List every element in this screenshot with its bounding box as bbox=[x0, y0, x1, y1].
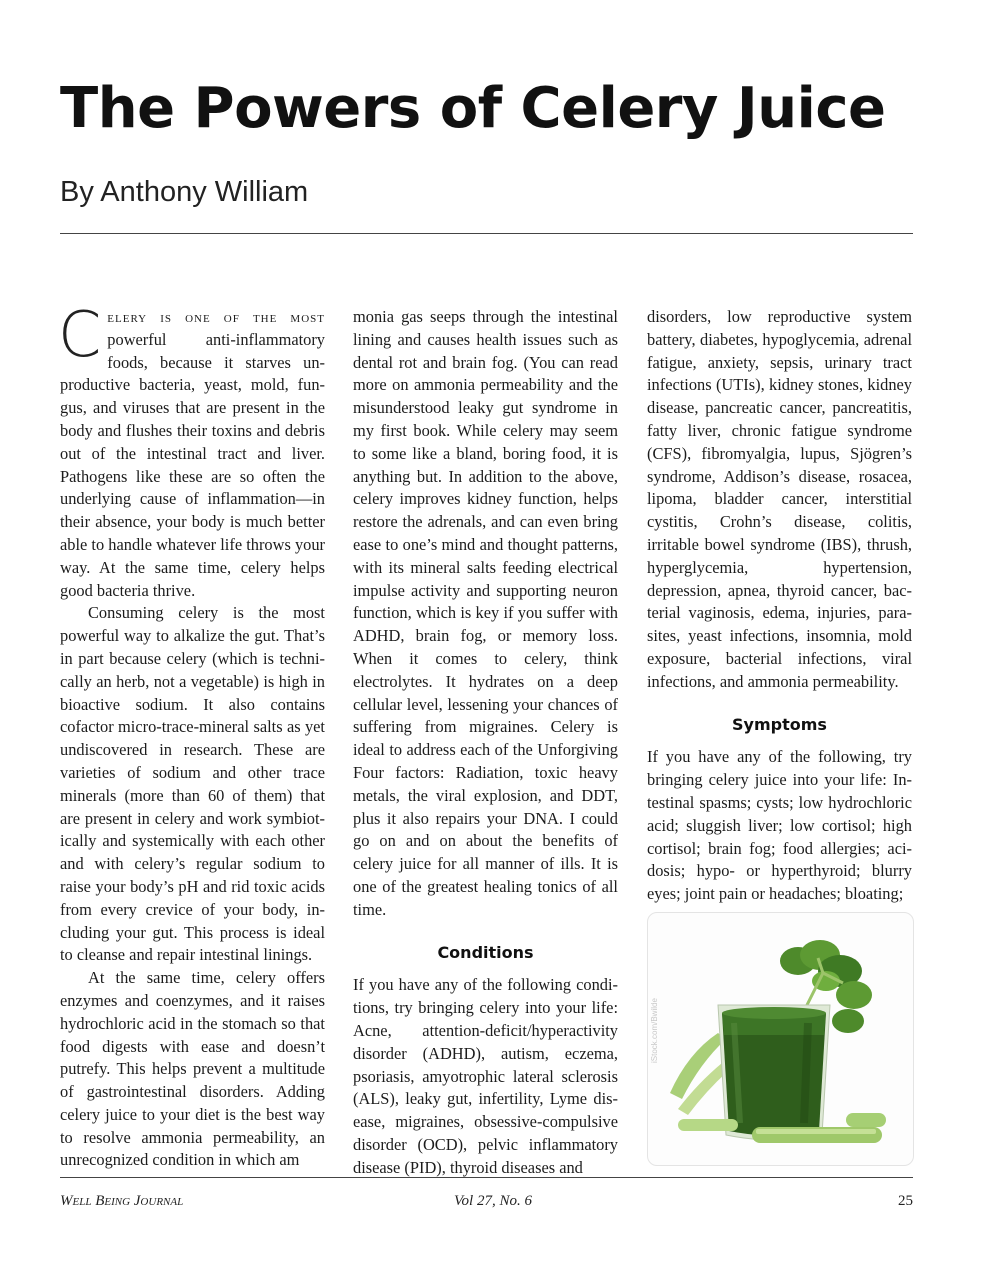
celery-juice-illustration bbox=[648, 913, 913, 1165]
section-heading-symptoms: Symptoms bbox=[732, 714, 827, 734]
column-1 bbox=[58, 298, 325, 1172]
header-divider bbox=[60, 233, 913, 234]
paragraph bbox=[58, 298, 325, 602]
drop-cap: C bbox=[58, 298, 102, 371]
column-2 bbox=[353, 306, 618, 1179]
lead-in-text: elery is one of the most bbox=[107, 307, 325, 326]
publication-name-text: Well Being Journal bbox=[60, 1193, 184, 1209]
paragraph: disorders, low reproductive system battery, diabetes, hypoglycemia, adrenal fatigue, anxiety, sepsis, urinary tract infections (UTIs), kidney stones, kidney disease, pancreatic cancer, pancreatitis, fatty liver, chronic fatigue syndrome (CFS), fibromyalgia, lupus, Sjögren’s syndrome, Addison’s disease, rosacea, lipoma, bladder cancer, interstitial cystitis, Crohn’s disease, colitis, irritable bowel syndrome (IBS), thrush, hyperglycemia, hypertension, depression, apnea, thyroid cancer, bacterial vaginosis, edema, injuries, parasites, yeast infections, insomnia, mold exposure, bacterial infections, viral infections, and ammonia permeability. bbox=[647, 307, 912, 691]
section-heading-conditions: Conditions bbox=[437, 942, 534, 962]
issue-info: Vol 27, No. 6 bbox=[454, 1193, 532, 1209]
article-title: The Powers of Celery Juice bbox=[60, 76, 886, 141]
photo-credit: iStock.com/Bwilde bbox=[650, 998, 659, 1063]
footer-divider bbox=[60, 1177, 913, 1178]
paragraph-text: powerful anti-inflammatory foods, because it starves unproductive bacteria, yeast, mold, fungus, and viruses that are present in the body and flushes their toxins and debris out of the intestinal tract and liver. Pathogens like these are so often the underlying cause of inflammation—in their absence, your body is much better able to handle whatever life throws your way. At the same time, celery helps good bacteria thrive. bbox=[60, 329, 325, 600]
paragraph: At the same time, celery offers enzymes and coenzymes, and it raises hydrochloric acid in the stomach so that food digests with ease and doesn’t putrefy. This helps prevent a multitude of gastrointestinal disorders. Adding celery juice to your diet is the best way to resolve ammonia permeability, an unrecognized condition in which am bbox=[60, 968, 325, 1170]
page-number: 25 bbox=[898, 1193, 913, 1209]
celery-juice-photo bbox=[647, 912, 914, 1166]
paragraph: If you have any of the following, try bringing celery juice into your life: Intestinal spasms; cysts; low hydrochloric acid; sluggish liver; low cortisol; high cortisol; brain fog; food allergies; acidosis; hypo- or hyperthyroid; blurry eyes; joint pain or headaches; bloating; bbox=[647, 747, 912, 904]
article-byline: By Anthony William bbox=[60, 176, 309, 208]
paragraph: If you have any of the following conditions, try bringing celery into your life: Acne, attention-deficit/hyperactivity disorder (ADHD), autism, eczema, psoriasis, amyotrophic lateral sclerosis (ALS), leaky gut, infertility, Lyme disease, migraines, obsessive-compulsive disorder (OCD), pelvic inflammatory disease (PID), thyroid diseases and bbox=[353, 975, 618, 1177]
paragraph: monia gas seeps through the intestinal lining and causes health issues such as dental rot and brain fog. (You can read more on ammonia permeability and the misunderstood leaky gut syndrome in my first book. While celery may seem to some like a bland, boring food, it is anything but. In addition to the above, celery improves kidney function, helps restore the adrenals, and can even bring ease to one’s mind and thought patterns, with its mineral salts feeding electrical impulse activity and supporting neuron function, which is key if you suffer with ADHD, brain fog, or memory loss. When it comes to celery, think electrolytes. It hydrates on a deep cellular level, lessening your chances of suffering from migraines. Celery is ideal to address each of the Unforgiving Four factors: Radiation, toxic heavy metals, the viral explosion, and DDT, plus it also repairs your DNA. I could go on and on about the benefits of celery juice for all manner of ills. It is one of the greatest healing tonics of all time. bbox=[353, 307, 618, 919]
paragraph: Consuming celery is the most powerful way to alkalize the gut. That’s in part because celery (which is technically an herb, not a vegetable) is high in bioactive sodium. It also contains cofactor micro-trace-mineral salts as yet undiscovered in research. These are varieties of sodium and other trace minerals (more than 60 of them) that are present in celery and work symbiotically and systemically with each other and with celery’s regular sodium to raise your body’s pH and rid toxic acids from every crevice of your body, including your gut. This process is ideal to cleanse and repair intestinal linings. bbox=[60, 603, 325, 965]
column-3 bbox=[647, 306, 912, 906]
celery-stalks bbox=[670, 1033, 728, 1115]
